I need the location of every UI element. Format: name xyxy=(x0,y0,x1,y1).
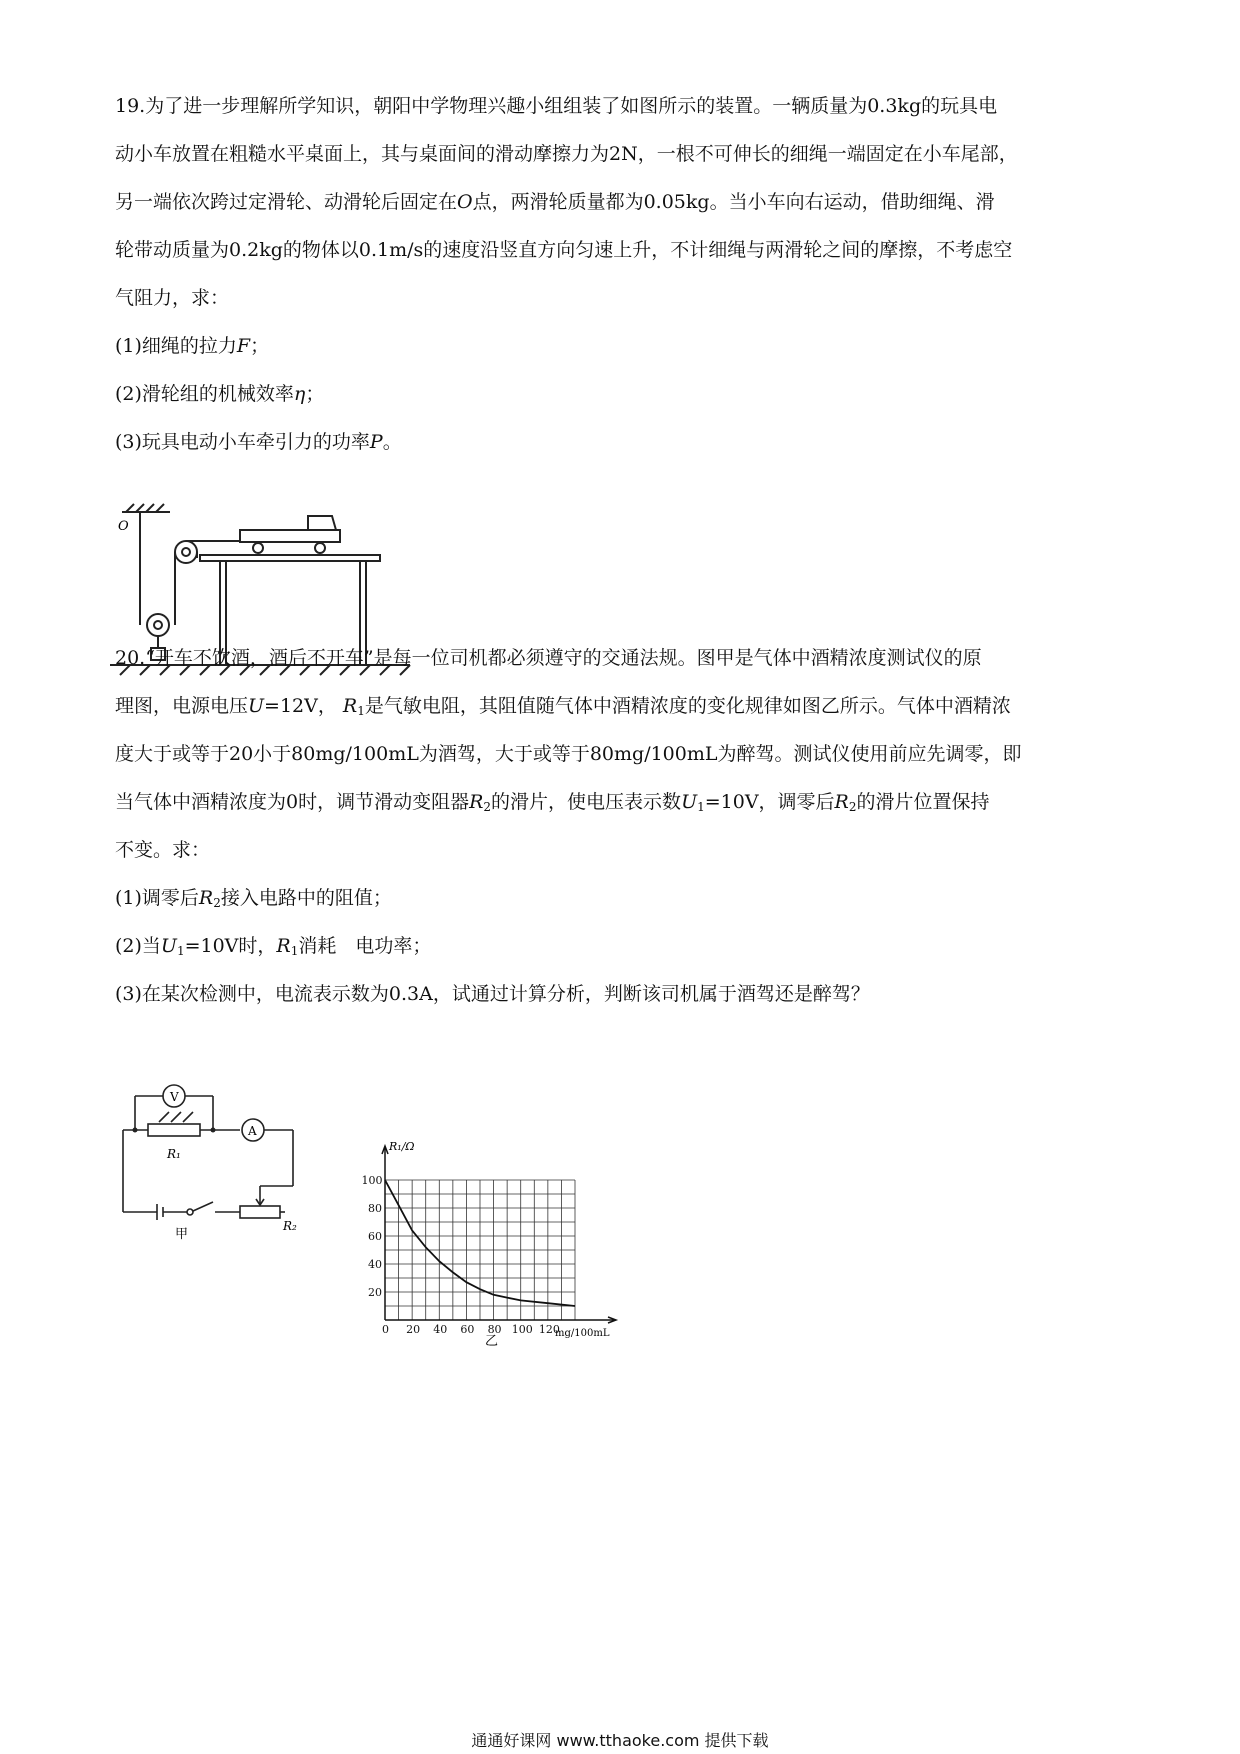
point-o-label: O xyxy=(118,519,129,534)
ammeter-label: A xyxy=(248,1124,257,1138)
q20-line-2: 理图，电源电压U=12V， $R_1$是气敏电阻，其阻值随气体中酒精浓度的变化规律如图乙所示。气体中酒精浓 xyxy=(115,695,1011,718)
chart-ylabel: R₁/Ω xyxy=(389,1140,415,1153)
chart-x-tick-label: 0 xyxy=(382,1323,389,1336)
circuit-figure xyxy=(115,1080,345,1240)
chart-caption: 乙 xyxy=(485,1334,499,1349)
r1-label: R₁ xyxy=(167,1147,181,1161)
q20-sub-2: (2)当$U_1=10V$时，$R_1$消耗 电功率； xyxy=(115,935,432,958)
q20-line-5: 不变。求： xyxy=(115,839,211,861)
q19-line-3: 另一端依次跨过定滑轮、动滑轮后固定在O点，两滑轮质量都为0.05kg。当小车向右运动，借助细绳、滑 xyxy=(115,191,995,213)
q19-line-5: 气阻力，求： xyxy=(115,287,230,309)
q20-sub-3: (3)在某次检测中，电流表示数为0.3A，试通过计算分析，判断该司机属于酒驾还是醉驾？ xyxy=(115,983,870,1005)
chart-y-tick-label: 100 xyxy=(361,1174,383,1187)
chart-x-tick-label: 20 xyxy=(406,1323,421,1336)
q19-line-2: 动小车放置在粗糙水平桌面上，其与桌面间的滑动摩擦力为2N，一根不可伸长的细绳一端固定在小车尾部， xyxy=(115,143,1018,165)
circuit-caption: 甲 xyxy=(175,1227,189,1242)
chart-x-tick-label: 40 xyxy=(433,1323,448,1336)
chart-y-tick-label: 40 xyxy=(368,1258,382,1271)
q19-sub-1: (1)细绳的拉力F； xyxy=(115,335,270,357)
q19-sub-2: (2)滑轮组的机械效率η； xyxy=(115,383,325,405)
chart-y-tick-label: 60 xyxy=(368,1230,382,1243)
chart-xlabel: mg/100mL xyxy=(555,1328,610,1339)
r2-label: R₂ xyxy=(283,1219,297,1233)
q20-line-1: 20.“开车不饮酒，酒后不开车”是每一位司机都必须遵守的交通法规。图甲是气体中酒精浓度测试仪的原 xyxy=(115,647,982,669)
resistance-chart xyxy=(361,1140,625,1349)
q19-line-1: 19.为了进一步理解所学知识，朝阳中学物理兴趣小组组装了如图所示的装置。一辆质量为0.3kg的玩具电 xyxy=(115,95,998,117)
q19-sub-3: (3)玩具电动小车牵引力的功率P。 xyxy=(115,431,402,453)
chart-x-tick-label: 100 xyxy=(511,1323,533,1336)
voltmeter-label: V xyxy=(170,1090,179,1104)
q19-line-4: 轮带动质量为0.2kg的物体以0.1m/s的速度沿竖直方向匀速上升，不计细绳与两滑轮之间的摩擦，不考虑空 xyxy=(115,239,1013,261)
q20-sub-1: (1)调零后$R_2$接入电路中的阻值； xyxy=(115,887,392,910)
chart-y-tick-label: 20 xyxy=(368,1286,382,1299)
chart-y-tick-label: 80 xyxy=(368,1202,382,1215)
q20-line-3: 度大于或等于20小于80mg/100mL为酒驾，大于或等于80mg/100mL为醉驾。测试仪使用前应先调零，即 xyxy=(115,743,1022,765)
chart-x-tick-label: 80 xyxy=(487,1323,502,1336)
chart-x-tick-label: 60 xyxy=(460,1323,475,1336)
chart-x-tick-label: 120 xyxy=(538,1323,560,1336)
page-footer: 通通好课网 www.tthaoke.com 提供下载 xyxy=(471,1731,769,1750)
q20-line-4: 当气体中酒精浓度为0时，调节滑动变阻器$R_2$的滑片，使电压表示数$U_1=10V$，调零后$R_2$的滑片位置保持 xyxy=(115,791,990,814)
